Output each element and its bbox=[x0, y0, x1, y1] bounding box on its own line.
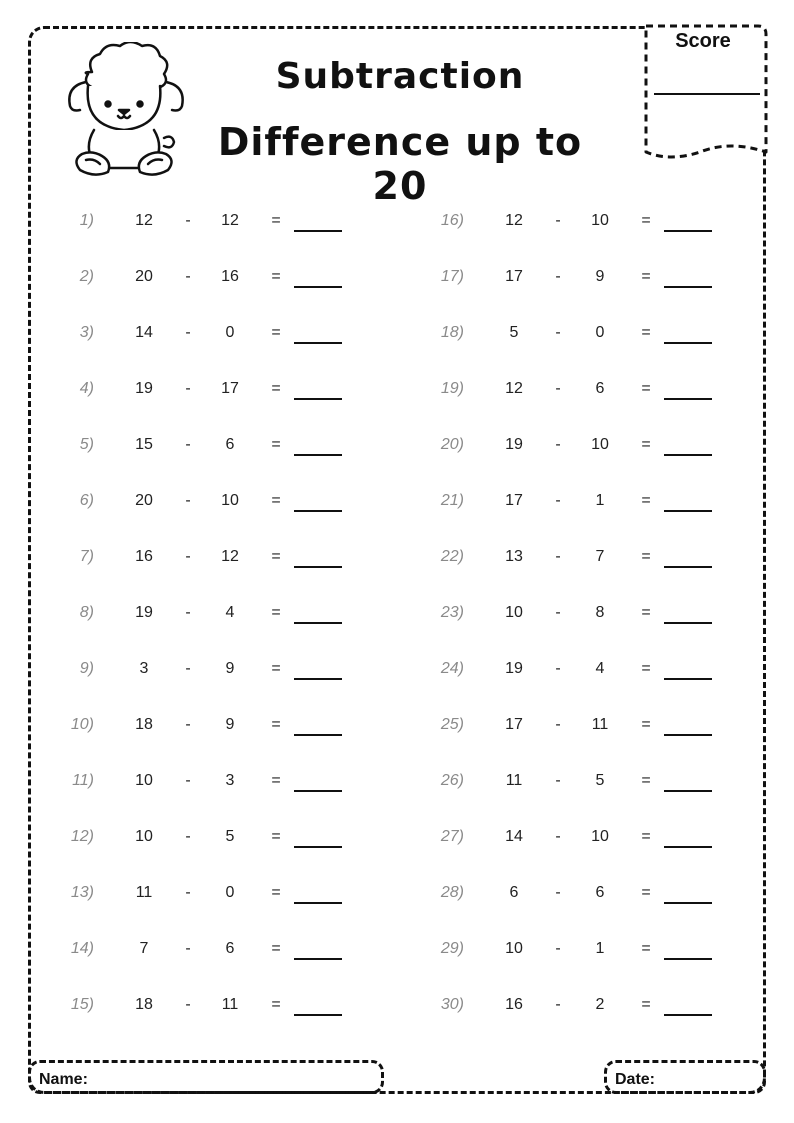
problem-row bbox=[424, 604, 754, 628]
problem-row bbox=[54, 828, 384, 852]
minuend: 11 bbox=[135, 884, 153, 901]
answer-blank[interactable] bbox=[294, 884, 342, 904]
equals-sign: = bbox=[641, 324, 651, 341]
minus-sign: - bbox=[185, 268, 191, 285]
problem-row bbox=[54, 436, 384, 460]
subtrahend: 4 bbox=[595, 660, 605, 677]
minuend: 12 bbox=[505, 380, 523, 397]
minuend: 20 bbox=[135, 268, 153, 285]
problem-row bbox=[424, 268, 754, 292]
problem-row bbox=[424, 492, 754, 516]
problem-number: 27) bbox=[440, 828, 464, 845]
minuend: 11 bbox=[505, 772, 523, 789]
minuend: 16 bbox=[135, 548, 153, 565]
minus-sign: - bbox=[555, 436, 561, 453]
equals-sign: = bbox=[271, 940, 281, 957]
subtrahend: 10 bbox=[591, 436, 609, 453]
minuend: 10 bbox=[135, 772, 153, 789]
score-write-line[interactable] bbox=[654, 93, 760, 95]
subtrahend: 0 bbox=[225, 884, 235, 901]
minuend: 18 bbox=[135, 996, 153, 1013]
equals-sign: = bbox=[271, 324, 281, 341]
page-title: Subtraction bbox=[275, 56, 525, 97]
equals-sign: = bbox=[641, 548, 651, 565]
equals-sign: = bbox=[271, 380, 281, 397]
problem-row bbox=[424, 828, 754, 852]
minuend: 18 bbox=[135, 716, 153, 733]
equals-sign: = bbox=[641, 212, 651, 229]
answer-blank[interactable] bbox=[294, 324, 342, 344]
equals-sign: = bbox=[271, 996, 281, 1013]
problem-row bbox=[424, 548, 754, 572]
equals-sign: = bbox=[271, 212, 281, 229]
minus-sign: - bbox=[555, 604, 561, 621]
equals-sign: = bbox=[641, 716, 651, 733]
minus-sign: - bbox=[555, 660, 561, 677]
problem-number: 22) bbox=[440, 548, 464, 565]
date-field[interactable] bbox=[604, 1060, 766, 1094]
answer-blank[interactable] bbox=[294, 436, 342, 456]
answer-blank[interactable] bbox=[294, 828, 342, 848]
subtrahend: 6 bbox=[225, 940, 235, 957]
minus-sign: - bbox=[185, 604, 191, 621]
minuend: 19 bbox=[505, 660, 523, 677]
subtrahend: 4 bbox=[225, 604, 235, 621]
subtrahend: 10 bbox=[591, 828, 609, 845]
equals-sign: = bbox=[641, 660, 651, 677]
answer-blank[interactable] bbox=[664, 268, 712, 288]
score-label: Score bbox=[675, 30, 731, 52]
answer-blank[interactable] bbox=[664, 604, 712, 624]
answer-blank[interactable] bbox=[664, 940, 712, 960]
problem-number: 7) bbox=[79, 548, 94, 565]
problem-row bbox=[424, 660, 754, 684]
minuend: 16 bbox=[505, 996, 523, 1013]
answer-blank[interactable] bbox=[294, 604, 342, 624]
problem-row bbox=[54, 716, 384, 740]
subtrahend: 9 bbox=[595, 268, 605, 285]
equals-sign: = bbox=[271, 268, 281, 285]
page-subtitle: Difference up to 20 bbox=[217, 120, 583, 208]
problem-number: 21) bbox=[440, 492, 464, 509]
subtrahend: 6 bbox=[595, 380, 605, 397]
subtrahend: 17 bbox=[221, 380, 239, 397]
minuend: 20 bbox=[135, 492, 153, 509]
problem-row bbox=[54, 884, 384, 908]
minus-sign: - bbox=[185, 212, 191, 229]
answer-blank[interactable] bbox=[294, 548, 342, 568]
problem-number: 19) bbox=[440, 380, 464, 397]
problem-row bbox=[424, 940, 754, 964]
equals-sign: = bbox=[641, 268, 651, 285]
minuend: 17 bbox=[505, 492, 523, 509]
equals-sign: = bbox=[641, 940, 651, 957]
problem-row bbox=[54, 268, 384, 292]
problem-number: 17) bbox=[440, 268, 464, 285]
subtrahend: 12 bbox=[221, 212, 239, 229]
subtrahend: 6 bbox=[225, 436, 235, 453]
equals-sign: = bbox=[641, 996, 651, 1013]
problem-number: 28) bbox=[440, 884, 464, 901]
equals-sign: = bbox=[641, 492, 651, 509]
problem-number: 25) bbox=[440, 716, 464, 733]
equals-sign: = bbox=[271, 604, 281, 621]
subtrahend: 5 bbox=[595, 772, 605, 789]
minuend: 15 bbox=[135, 436, 153, 453]
equals-sign: = bbox=[641, 604, 651, 621]
sheep-illustration bbox=[64, 42, 184, 182]
problem-number: 20) bbox=[440, 436, 464, 453]
equals-sign: = bbox=[271, 548, 281, 565]
subtrahend: 3 bbox=[225, 772, 235, 789]
minuend: 17 bbox=[505, 716, 523, 733]
subtrahend: 0 bbox=[595, 324, 605, 341]
minus-sign: - bbox=[555, 268, 561, 285]
minuend: 5 bbox=[509, 324, 519, 341]
problem-row bbox=[54, 660, 384, 684]
minuend: 19 bbox=[135, 380, 153, 397]
problem-number: 15) bbox=[70, 996, 94, 1013]
equals-sign: = bbox=[641, 380, 651, 397]
problem-number: 29) bbox=[440, 940, 464, 957]
answer-blank[interactable] bbox=[294, 716, 342, 736]
answer-blank[interactable] bbox=[664, 380, 712, 400]
problem-row bbox=[54, 212, 384, 236]
minuend: 10 bbox=[135, 828, 153, 845]
problem-row bbox=[54, 772, 384, 796]
answer-blank[interactable] bbox=[294, 772, 342, 792]
answer-blank[interactable] bbox=[664, 436, 712, 456]
equals-sign: = bbox=[641, 436, 651, 453]
subtrahend: 0 bbox=[225, 324, 235, 341]
answer-blank[interactable] bbox=[664, 212, 712, 232]
problem-number: 4) bbox=[79, 380, 94, 397]
problem-number: 2) bbox=[79, 268, 94, 285]
minuend: 3 bbox=[139, 660, 149, 677]
subtrahend: 1 bbox=[595, 492, 605, 509]
minuend: 19 bbox=[505, 436, 523, 453]
minus-sign: - bbox=[555, 380, 561, 397]
minuend: 17 bbox=[505, 268, 523, 285]
answer-blank[interactable] bbox=[664, 716, 712, 736]
subtrahend: 6 bbox=[595, 884, 605, 901]
answer-blank[interactable] bbox=[664, 828, 712, 848]
problem-row bbox=[424, 996, 754, 1020]
subtrahend: 8 bbox=[595, 604, 605, 621]
problem-row bbox=[424, 772, 754, 796]
problem-row bbox=[424, 436, 754, 460]
subtrahend: 7 bbox=[595, 548, 605, 565]
problem-number: 3) bbox=[79, 324, 94, 341]
problem-row bbox=[54, 492, 384, 516]
subtrahend: 9 bbox=[225, 660, 235, 677]
minus-sign: - bbox=[185, 660, 191, 677]
problem-number: 24) bbox=[440, 660, 464, 677]
minuend: 12 bbox=[135, 212, 153, 229]
equals-sign: = bbox=[641, 884, 651, 901]
problem-row bbox=[54, 604, 384, 628]
minuend: 7 bbox=[139, 940, 149, 957]
subtrahend: 11 bbox=[591, 716, 609, 733]
minus-sign: - bbox=[555, 324, 561, 341]
equals-sign: = bbox=[271, 828, 281, 845]
problem-row bbox=[54, 548, 384, 572]
answer-blank[interactable] bbox=[294, 380, 342, 400]
subtrahend: 9 bbox=[225, 716, 235, 733]
minus-sign: - bbox=[185, 380, 191, 397]
minuend: 10 bbox=[505, 940, 523, 957]
minus-sign: - bbox=[555, 212, 561, 229]
problem-row bbox=[54, 996, 384, 1020]
problem-number: 9) bbox=[79, 660, 94, 677]
equals-sign: = bbox=[641, 828, 651, 845]
minuend: 13 bbox=[505, 548, 523, 565]
minus-sign: - bbox=[555, 996, 561, 1013]
subtrahend: 16 bbox=[221, 268, 239, 285]
subtrahend: 2 bbox=[595, 996, 605, 1013]
minuend: 12 bbox=[505, 212, 523, 229]
subtrahend: 5 bbox=[225, 828, 235, 845]
minus-sign: - bbox=[555, 492, 561, 509]
problem-number: 12) bbox=[70, 828, 94, 845]
equals-sign: = bbox=[271, 660, 281, 677]
problem-row bbox=[424, 380, 754, 404]
answer-blank[interactable] bbox=[294, 940, 342, 960]
subtrahend: 10 bbox=[591, 212, 609, 229]
minuend: 19 bbox=[135, 604, 153, 621]
minus-sign: - bbox=[185, 716, 191, 733]
minus-sign: - bbox=[555, 828, 561, 845]
equals-sign: = bbox=[271, 436, 281, 453]
problem-number: 13) bbox=[70, 884, 94, 901]
minuend: 14 bbox=[135, 324, 153, 341]
problem-number: 6) bbox=[79, 492, 94, 509]
answer-blank[interactable] bbox=[294, 212, 342, 232]
problem-row bbox=[54, 380, 384, 404]
problem-number: 5) bbox=[79, 436, 94, 453]
problem-number: 11) bbox=[72, 772, 94, 789]
answer-blank[interactable] bbox=[664, 884, 712, 904]
minus-sign: - bbox=[185, 436, 191, 453]
problem-number: 16) bbox=[440, 212, 464, 229]
problem-number: 10) bbox=[70, 716, 94, 733]
answer-blank[interactable] bbox=[664, 492, 712, 512]
minuend: 6 bbox=[509, 884, 519, 901]
equals-sign: = bbox=[271, 884, 281, 901]
minus-sign: - bbox=[185, 884, 191, 901]
answer-blank[interactable] bbox=[294, 268, 342, 288]
subtrahend: 1 bbox=[595, 940, 605, 957]
problem-number: 1) bbox=[79, 212, 94, 229]
minus-sign: - bbox=[185, 548, 191, 565]
minus-sign: - bbox=[185, 492, 191, 509]
minus-sign: - bbox=[555, 940, 561, 957]
minus-sign: - bbox=[185, 828, 191, 845]
problem-number: 8) bbox=[79, 604, 94, 621]
answer-blank[interactable] bbox=[294, 492, 342, 512]
problem-row bbox=[54, 940, 384, 964]
minus-sign: - bbox=[555, 772, 561, 789]
problem-row bbox=[424, 324, 754, 348]
minus-sign: - bbox=[555, 716, 561, 733]
answer-blank[interactable] bbox=[664, 996, 712, 1016]
subtrahend: 10 bbox=[221, 492, 239, 509]
problem-number: 23) bbox=[440, 604, 464, 621]
equals-sign: = bbox=[271, 492, 281, 509]
equals-sign: = bbox=[641, 772, 651, 789]
minuend: 14 bbox=[505, 828, 523, 845]
name-field[interactable] bbox=[28, 1060, 384, 1094]
minuend: 10 bbox=[505, 604, 523, 621]
minus-sign: - bbox=[185, 940, 191, 957]
problem-row bbox=[424, 884, 754, 908]
answer-blank[interactable] bbox=[294, 660, 342, 680]
problem-number: 18) bbox=[440, 324, 464, 341]
minus-sign: - bbox=[185, 996, 191, 1013]
answer-blank[interactable] bbox=[664, 660, 712, 680]
problem-row bbox=[424, 716, 754, 740]
name-label: Name: bbox=[39, 1071, 88, 1088]
subtrahend: 12 bbox=[221, 548, 239, 565]
problem-row bbox=[54, 324, 384, 348]
answer-blank[interactable] bbox=[664, 772, 712, 792]
date-label: Date: bbox=[615, 1071, 656, 1088]
minus-sign: - bbox=[555, 884, 561, 901]
answer-blank[interactable] bbox=[664, 324, 712, 344]
minus-sign: - bbox=[185, 324, 191, 341]
problem-number: 26) bbox=[440, 772, 464, 789]
answer-blank[interactable] bbox=[294, 996, 342, 1016]
equals-sign: = bbox=[271, 716, 281, 733]
problem-number: 14) bbox=[70, 940, 94, 957]
subtrahend: 11 bbox=[221, 996, 239, 1013]
problem-number: 30) bbox=[440, 996, 464, 1013]
answer-blank[interactable] bbox=[664, 548, 712, 568]
minus-sign: - bbox=[555, 548, 561, 565]
problem-row bbox=[424, 212, 754, 236]
equals-sign: = bbox=[271, 772, 281, 789]
minus-sign: - bbox=[185, 772, 191, 789]
